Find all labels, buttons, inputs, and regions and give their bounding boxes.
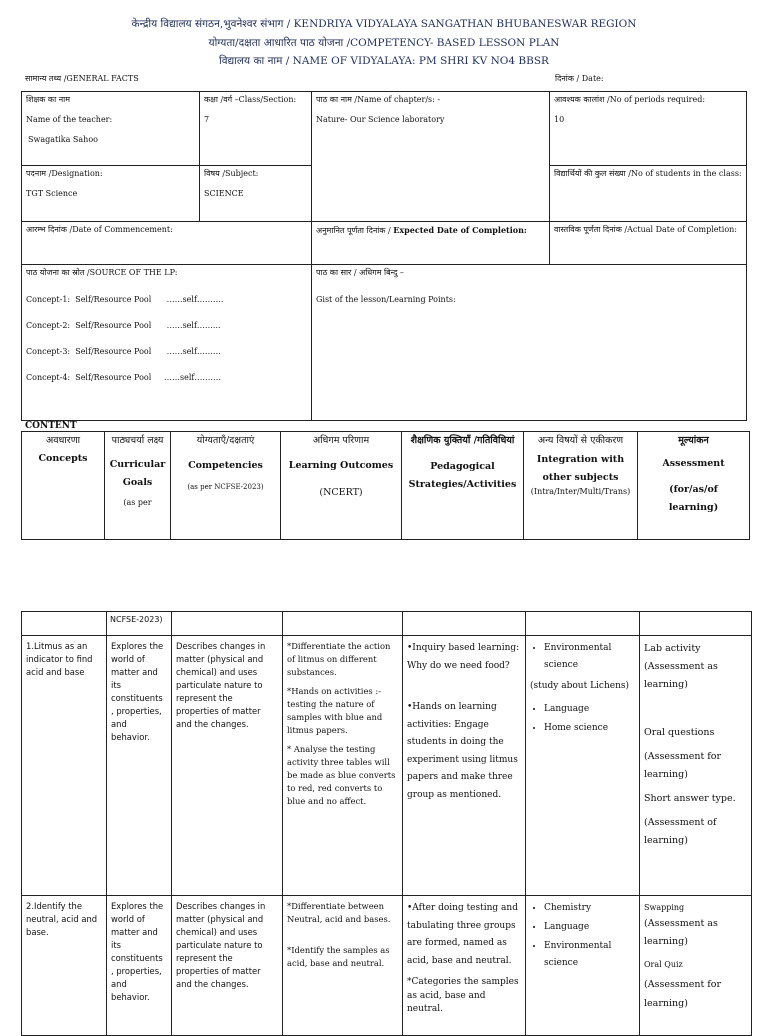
pedagogy-item: •Inquiry based learning: Why do we need food? <box>407 643 520 671</box>
header-competencies: Competencies <box>188 459 263 471</box>
assessment-item: Short answer type. <box>644 793 736 805</box>
gist-label: पाठ का सार / अधिगम बिन्दु – <box>316 268 404 277</box>
integration-item: • Chemistry <box>544 900 635 917</box>
concept-source-2: Concept-2: Self/Resource Pool ……self……... <box>26 321 221 330</box>
concept-cell: 2.Identify the neutral, acid and base. <box>22 896 107 1036</box>
subject-value: SCIENCE <box>204 189 244 198</box>
header-integration: Integration with other subjects <box>536 453 625 483</box>
header-goals-note: (as per <box>123 497 152 507</box>
concept-cell: 1.Litmus as an indicator to find acid and base <box>22 636 107 896</box>
teacher-name: Swagatika Sahoo <box>28 135 98 144</box>
assessment-item: Swapping <box>644 903 685 912</box>
header-outcomes-hi: अधिगम परिणाम <box>312 435 370 446</box>
pedagogy-item: •After doing testing and tabulating three groups are formed, named as acid, base and neutral. <box>407 903 518 966</box>
goals-cell: Explores the world of matter and its constituents , properties, and behavior. <box>107 636 172 896</box>
plan-title: योग्यता/दक्षता आधारित पाठ योजना /COMPETENCY- BASED LESSON PLAN <box>208 37 560 49</box>
expected-date-label-en: Expected Date of Completion: <box>393 225 527 235</box>
region-title: केन्द्रीय विद्यालय संगठन,भुवनेश्वर संभाग / KENDRIYA VIDYALAYA SANGATHAN BHUBANESWAR REGION <box>131 18 637 30</box>
competency-cell: Describes changes in matter (physical and chemical) and uses particulate nature to represent the properties of matter and the changes. <box>172 896 283 1036</box>
content-header-table <box>21 431 750 540</box>
header-goals-hi: पाठ्यचर्या लक्ष्य <box>111 435 164 446</box>
gist-value: Gist of the lesson/Learning Points: <box>316 295 456 304</box>
competency-cell: Describes changes in matter (physical and chemical) and uses particulate nature to represent the properties of matter and the changes. <box>172 636 283 896</box>
content-label: CONTENT <box>25 421 77 431</box>
header-integration-note: (Intra/Inter/Multi/Trans) <box>530 486 631 496</box>
pedagogy-item: •Hands on learning activities: Engage students in doing the experiment using litmus papers and make three group as mentioned. <box>407 702 518 800</box>
teacher-label: शिक्षक का नाम <box>26 95 70 104</box>
periods-label: आवश्यक कालांश /No of periods required: <box>554 95 706 104</box>
students-label: विद्यार्थियों की कुल संख्या /No of students in the class: <box>554 169 742 178</box>
assessment-item: (Assessment of learning) <box>644 817 717 847</box>
integration-item: • Language <box>544 919 635 936</box>
integration-item: • Environmental science <box>544 640 635 674</box>
commencement-label: आरम्भ दिनांक /Date of Commencement: <box>26 225 173 234</box>
table-row <box>22 896 752 1036</box>
assessment-item: Oral Quiz <box>644 960 683 970</box>
continued-note: NCFSE-2023) <box>107 612 172 636</box>
header-competencies-note: (as per NCFSE-2023) <box>187 482 264 491</box>
header-pedagogy: Pedagogical Strategies/Activities <box>408 460 517 490</box>
assessment-item: (Assessment as learning) <box>644 918 718 948</box>
date-label: दिनांक / Date: <box>555 74 604 83</box>
integration-item: • Language <box>544 701 635 718</box>
assessment-item: (Assessment for learning) <box>644 979 722 1009</box>
header-concepts-hi: अवधारणा <box>45 435 81 446</box>
subject-label: विषय /Subject: <box>204 169 259 178</box>
content-body-table <box>21 611 752 1036</box>
outcome-item: *Hands on activities :- testing the nature of samples with blue and litmus papers. <box>287 686 383 736</box>
assessment-item: Lab activity (Assessment as learning) <box>644 643 718 691</box>
header-goals: Curricular Goals <box>109 458 166 488</box>
chapter-value: Nature- Our Science laboratory <box>316 115 445 124</box>
expected-date-label: अनुमानित पूर्णता दिनांक / <box>316 226 394 235</box>
table-row <box>22 636 752 896</box>
source-label: पाठ योजना का स्रोत /SOURCE OF THE LP: <box>26 268 178 277</box>
class-label: कक्षा /वर्ग –Class/Section: <box>204 95 297 104</box>
periods-value: 10 <box>554 115 565 124</box>
header-competencies-hi: योग्यताएँ/दक्षताएं <box>196 435 255 446</box>
chapter-label: पाठ का नाम /Name of chapter/s: - <box>316 95 441 104</box>
teacher-name-label: Name of the teacher: <box>26 115 113 124</box>
outcome-item: *Differentiate between Neutral, acid and bases. <box>287 901 391 925</box>
header-assessment: Assessment <box>662 457 725 469</box>
assessment-item: Oral questions <box>644 727 715 739</box>
class-value: 7 <box>204 115 210 124</box>
header-outcomes: Learning Outcomes <box>288 459 394 471</box>
header-assessment-hi: मूल्यांकन <box>678 435 709 446</box>
designation-label: पदनाम /Designation: <box>26 169 103 178</box>
integration-item: • Environmental science <box>544 938 635 972</box>
concept-source-1: Concept-1: Self/Resource Pool ……self………. <box>26 295 224 304</box>
general-facts-label: सामान्य तथ्य /GENERAL FACTS <box>25 74 139 83</box>
outcome-item: *Differentiate the action of litmus on different substances. <box>287 641 391 678</box>
general-info-table <box>21 91 747 421</box>
integration-item: • Home science <box>544 720 635 737</box>
pedagogy-item: *Categories the samples as acid, base and neutral. <box>407 977 519 1015</box>
header-outcomes-note: (NCERT) <box>319 486 363 498</box>
outcome-item: *Identify the samples as acid, base and neutral. <box>287 945 390 969</box>
header-concepts: Concepts <box>38 452 88 464</box>
designation-value: TGT Science <box>26 189 78 198</box>
header-pedagogy-hi: शैक्षणिक युक्तियाँ /गतिविधियां <box>410 435 515 446</box>
vidyalaya-name: विद्यालय का नाम / NAME OF VIDYALAYA: PM SHRI KV NO4 BBSR <box>219 55 549 67</box>
integration-note: (study about Lichens) <box>530 681 630 692</box>
goals-cell: Explores the world of matter and its constituents , properties, and behavior. <box>107 896 172 1036</box>
assessment-item: (Assessment for learning) <box>644 751 722 781</box>
outcome-item: * Analyse the testing activity three tables will be made as blue converts to red, red converts to blue and no affect. <box>287 744 396 807</box>
actual-date-label: वास्तविक पूर्णता दिनांक /Actual Date of Completion: <box>554 225 737 234</box>
concept-source-3: Concept-3: Self/Resource Pool ……self……… <box>26 347 221 356</box>
header-integration-hi: अन्य विषयों से एकीकरण <box>537 435 624 446</box>
header-assessment-note: (for/as/of learning) <box>668 483 719 513</box>
concept-source-4: Concept-4: Self/Resource Pool ……self………. <box>26 373 221 382</box>
